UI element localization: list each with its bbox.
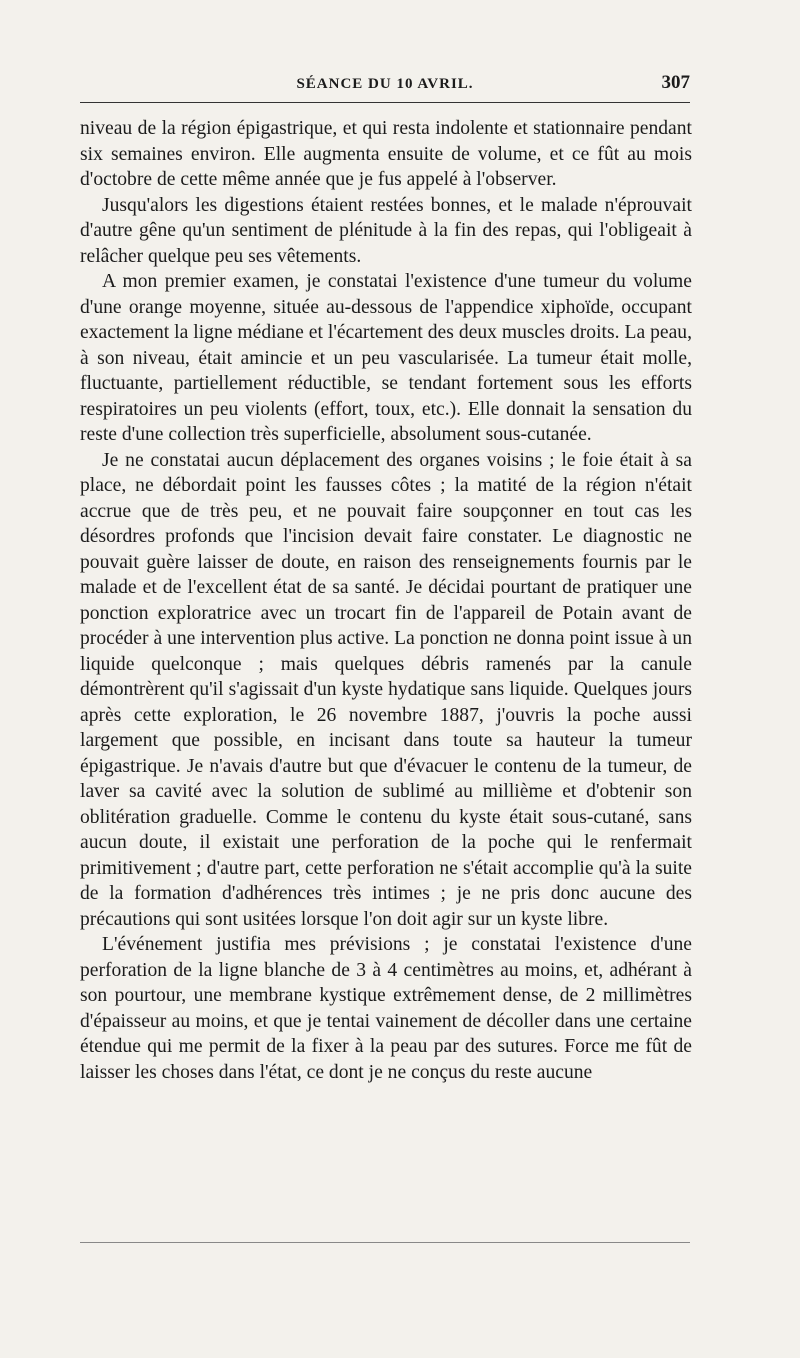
running-header [80,70,690,100]
header-title: SÉANCE DU 10 AVRIL. [296,76,474,92]
header-rule [80,102,690,103]
paragraph-3: A mon premier examen, je constatai l'existence d'une tumeur du volume d'une orange moyenne, située au-dessous de l'appendice xiphoïde, occupant exactement la ligne médiane et l'écartement des deux muscles droits. La peau, à son niveau, était amincie et un peu vascularisée. La tumeur était molle, fluctuante, partiellement réductible, se tendant fortement sous les efforts respiratoires un peu violents (effort, toux, etc.). Elle donnait la sensation du reste d'une collection très superficielle, absolument sous-cutanée. [80,271,692,445]
paragraph-1: niveau de la région épigastrique, et qui resta indolente et stationnaire pendant six semaines environ. Elle augmenta ensuite de volume, et ce fût au mois d'octobre de cette même année que je fus appelé à l'observer. [80,118,692,190]
body-text [80,116,692,1085]
bottom-rule [80,1242,690,1243]
page-number: 307 [661,72,690,93]
paragraph-4: Je ne constatai aucun déplacement des organes voisins ; le foie était à sa place, ne débordait point les fausses côtes ; la matité de la région n'était accrue que de très peu, et ne pouvait faire soupçonner en tout cas les désordres profonds que l'incision devait faire constater. Le diagnostic ne pouvait guère laisser de doute, en raison des renseignements fournis par le malade et de l'excellent état de sa santé. Je décidai pourtant de pratiquer une ponction exploratrice avec un trocart fin de l'appareil de Potain avant de procéder à une intervention plus active. La ponction ne donna point issue à un liquide quelconque ; mais quelques débris ramenés par la canule démontrèrent qu'il s'agissait d'un kyste hydatique sans liquide. Quelques jours après cette exploration, le 26 novembre 1887, j'ouvris la poche aussi largement que possible, en incisant dans toute sa hauteur la tumeur épigastrique. Je n'avais d'autre but que d'évacuer le contenu de la tumeur, de laver sa cavité avec la solution de sublimé au millième et d'obtenir son oblitération graduelle. Comme le contenu du kyste était sous-cutané, sans aucun doute, il existait une perforation de la poche qui le renfermait primitivement ; d'autre part, cette perforation ne s'était accomplie qu'à la suite de la formation d'adhérences très intimes ; je ne pris donc aucune des précautions qui sont usitées lorsque l'on doit agir sur un kyste libre. [80,449,692,930]
paragraph-2: Jusqu'alors les digestions étaient restées bonnes, et le malade n'éprouvait d'autre gêne qu'un sentiment de plénitude à la fin des repas, qui l'obligeait à relâcher quelque peu ses vêtements. [80,194,692,267]
paragraph-5: L'événement justifia mes prévisions ; je constatai l'existence d'une perforation de la ligne blanche de 3 à 4 centimètres au moins, et, adhérant à son pourtour, une membrane kystique extrêmement dense, de 2 millimètres d'épaisseur au moins, et que je tentai vainement de décoller dans une certaine étendue qui me permit de la fixer à la peau par des sutures. Force me fût de laisser les choses dans l'état, ce dont je ne conçus du reste aucune [80,934,692,1083]
